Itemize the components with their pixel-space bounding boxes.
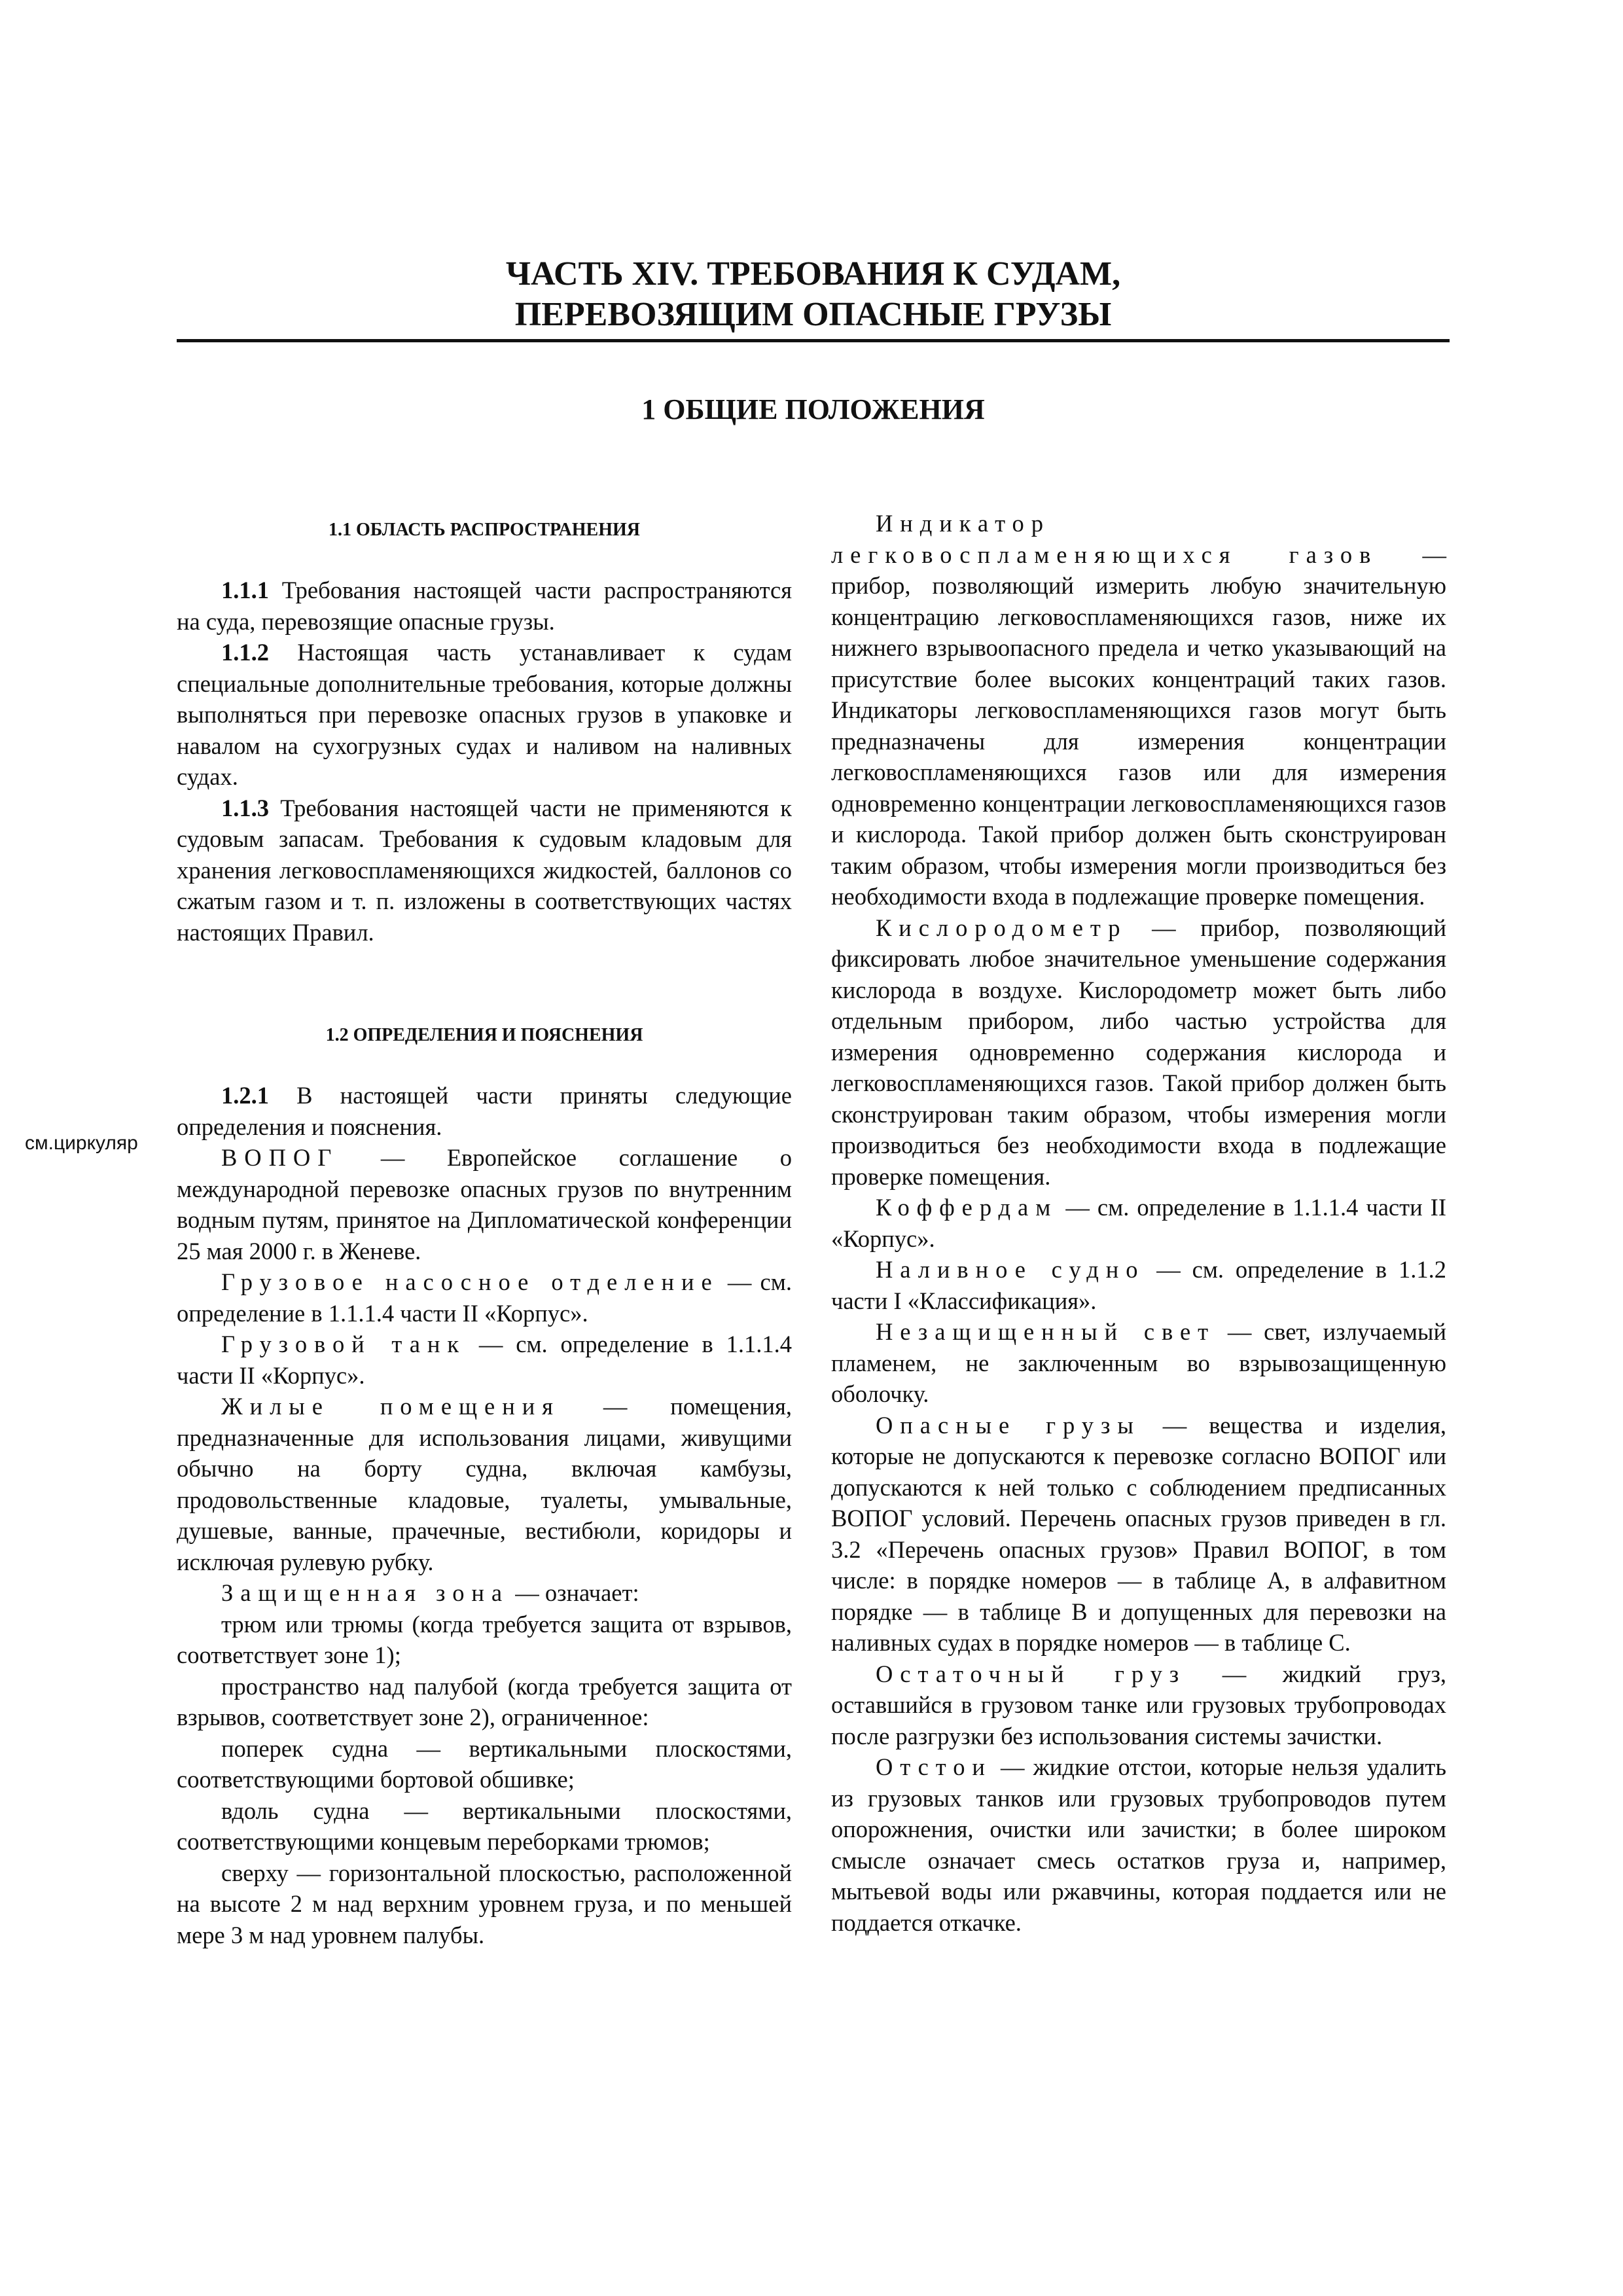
section-title: 1 ОБЩИЕ ПОЛОЖЕНИЯ <box>641 393 985 425</box>
definition-term: Остаточный груз <box>876 1660 1186 1687</box>
definition-term: Индикатор легковоспламеняющихся газов <box>831 510 1378 568</box>
definition-residual-cargo <box>831 1659 1446 1752</box>
right-column <box>831 508 1446 1938</box>
definition-slops <box>831 1751 1446 1938</box>
clause-number: 1.1.2 <box>221 639 269 666</box>
part-title-line-2: ПЕРЕВОЗЯЩИМ ОПАСНЫЕ ГРУЗЫ <box>514 296 1112 333</box>
definition-text: — вещества и изделия, которые не допускаются к перевозке согласно ВОПОГ или допускаются к ней только с соблюдением предписанных ВОПОГ условий. Перечень опасных грузов приведен в гл. 3.2 «Перечень опасных грузов» Правил ВОПОГ, в том числе: в порядке номеров — в таблице А, в алфавитном порядке — в таблице В и допущенных для перевозки на наливных судах в порядке номеров — в таблице С. <box>831 1411 1446 1656</box>
definition-text: — прибор, позволяющий фиксировать любое значительное уменьшение содержания кислорода в воздухе. Кислородометр может быть либо отдельным прибором, либо частью устройства для измерения одновременно содержания кислорода и легковоспламеняющихся газов. Такой прибор должен быть сконструирован таким образом, чтобы измерения могли производиться без необходимости входа в подлежащие проверке помещения. <box>831 914 1446 1190</box>
definition-term: Жилые помещения <box>221 1393 560 1420</box>
zone-item-above-deck: пространство над палубой (когда требуется защита от взрывов, соответствует зоне 2), ограниченное: <box>177 1672 792 1731</box>
zone-item-top: сверху — горизонтальной плоскостью, расположенной на высоте 2 м над верхним уровнем груза, и по меньшей мере 3 м над уровнем палубы. <box>177 1859 792 1948</box>
definition-oxygen-meter <box>831 912 1446 1193</box>
definition-text: — помещения, предназначенные для использования лицами, живущими обычно на борту судна, включая камбузы, продовольственные кладовые, туалеты, умывальные, душевые, ванные, прачечные, вестибюли, коридоры и исключая рулевую рубку. <box>177 1393 792 1575</box>
definition-term: Грузовой танк <box>221 1331 467 1357</box>
definition-naked-light <box>831 1316 1446 1410</box>
clause-text: Требования настоящей части распространяются на суда, перевозящие опасные грузы. <box>177 577 792 635</box>
definition-term: Защищенная зона <box>221 1579 510 1606</box>
title-divider <box>177 339 1450 342</box>
clause-number: 1.2.1 <box>221 1082 269 1109</box>
subsection-heading-1-1: 1.1 ОБЛАСТЬ РАСПРОСТРАНЕНИЯ <box>329 520 640 540</box>
zone-item-holds: трюм или трюмы (когда требуется защита от взрывов, соответствует зоне 1); <box>177 1610 792 1668</box>
paragraph-1-1-2 <box>177 637 792 793</box>
definition-tanker <box>831 1254 1446 1316</box>
definition-text: — см. определение в 1.1.1.4 части II «Корпус». <box>177 1268 792 1327</box>
definition-term: Кислородометр <box>876 914 1128 941</box>
clause-text: Требования настоящей части не применяются к судовым запасам. Требования к судовым кладовым для хранения легковоспламеняющихся жидкостей, баллонов со сжатым газом и т. п. изложены в соответствующих частях настоящих Правил. <box>177 794 792 946</box>
part-title <box>177 254 1450 335</box>
definition-text: — см. определение в 1.1.1.4 части II «Корпус». <box>177 1331 792 1389</box>
definition-text: — свет, излучаемый пламенем, не заключенным во взрывозащищенную оболочку. <box>831 1318 1446 1407</box>
clause-number: 1.1.3 <box>221 794 269 821</box>
paragraph-1-1-3 <box>177 793 792 948</box>
definition-term: Наливное судно <box>876 1256 1145 1283</box>
definition-cargo-pump-room <box>177 1266 792 1329</box>
definition-term: Коффердам <box>876 1194 1058 1221</box>
definition-gas-detector <box>831 508 1446 912</box>
definition-text: — см. определение в 1.1.1.4 части II «Корпус». <box>831 1194 1446 1252</box>
definition-term: Опасные грузы <box>876 1411 1141 1439</box>
definition-text: — жидкий груз, оставшийся в грузовом танке или грузовых трубопроводах после разгрузки без использования системы зачистки. <box>831 1660 1446 1749</box>
zone-item-longitudinal: вдоль судна — вертикальными плоскостями, соответствующими концевым переборками трюмов; <box>177 1797 792 1855</box>
clause-number: 1.1.1 <box>221 577 269 603</box>
definition-text: — см. определение в 1.1.2 части I «Классификация». <box>831 1256 1446 1314</box>
left-column <box>177 509 792 1950</box>
margin-note: см.циркуляр <box>25 1132 138 1154</box>
definition-text: — означает: <box>509 1579 639 1606</box>
definition-text: — Европейское соглашение о международной перевозке опасных грузов по внутренним водным путям, принятое на Дипломатической конференции 25 мая 2000 г. в Женеве. <box>177 1144 792 1265</box>
part-title-line-1: ЧАСТЬ XIV. ТРЕБОВАНИЯ К СУДАМ, <box>505 255 1121 293</box>
paragraph-1-2-1 <box>177 1080 792 1142</box>
definition-term: ВОПОГ <box>221 1144 339 1171</box>
definition-cofferdam <box>831 1192 1446 1254</box>
definition-cargo-tank <box>177 1329 792 1391</box>
paragraph-1-1-1 <box>177 575 792 637</box>
definition-accommodation <box>177 1391 792 1577</box>
definition-text: — жидкие отстои, которые нельзя удалить из грузовых танков или грузовых трубопроводов путем опорожнения, очистки или зачистки; в более широком смысле означает смесь остатков груза и, например, мытьевой воды или ржавчины, которая поддается или не поддается откачке. <box>831 1753 1446 1936</box>
definition-protected-zone <box>177 1577 792 1609</box>
definition-vopog <box>177 1142 792 1266</box>
definition-text: — прибор, позволяющий измерить любую значительную концентрацию легковоспламеняющихся газов, ниже их нижнего взрывоопасного предела и четко указывающий на присутствие более высоких концентраций таких газов. Индикаторы легковоспламеняющихся газов могут быть предназначены для измерения концентрации легковоспламеняющихся газов или для измерения одновременно концентрации легковоспламеняющихся газов и кислорода. Такой прибор должен быть сконструирован таким образом, чтобы измерения могли производиться без необходимости входа в подлежащие проверке помещения. <box>831 541 1446 910</box>
clause-text: В настоящей части приняты следующие определения и пояснения. <box>177 1082 792 1140</box>
definition-term: Незащищенный свет <box>876 1318 1216 1345</box>
subsection-heading-1-2: 1.2 ОПРЕДЕЛЕНИЯ И ПОЯСНЕНИЯ <box>325 1025 643 1045</box>
zone-item-transverse: поперек судна — вертикальными плоскостями, соответствующими бортовой обшивке; <box>177 1734 792 1793</box>
definition-term: Грузовое насосное отделение <box>221 1268 719 1295</box>
clause-text: Настоящая часть устанавливает к судам специальные дополнительные требования, которые должны выполняться при перевозке опасных грузов в упаковке и навалом на сухогрузных судах и наливом на наливных судах. <box>177 639 792 790</box>
definition-term: Отстои <box>876 1753 992 1780</box>
definition-dangerous-goods <box>831 1410 1446 1659</box>
